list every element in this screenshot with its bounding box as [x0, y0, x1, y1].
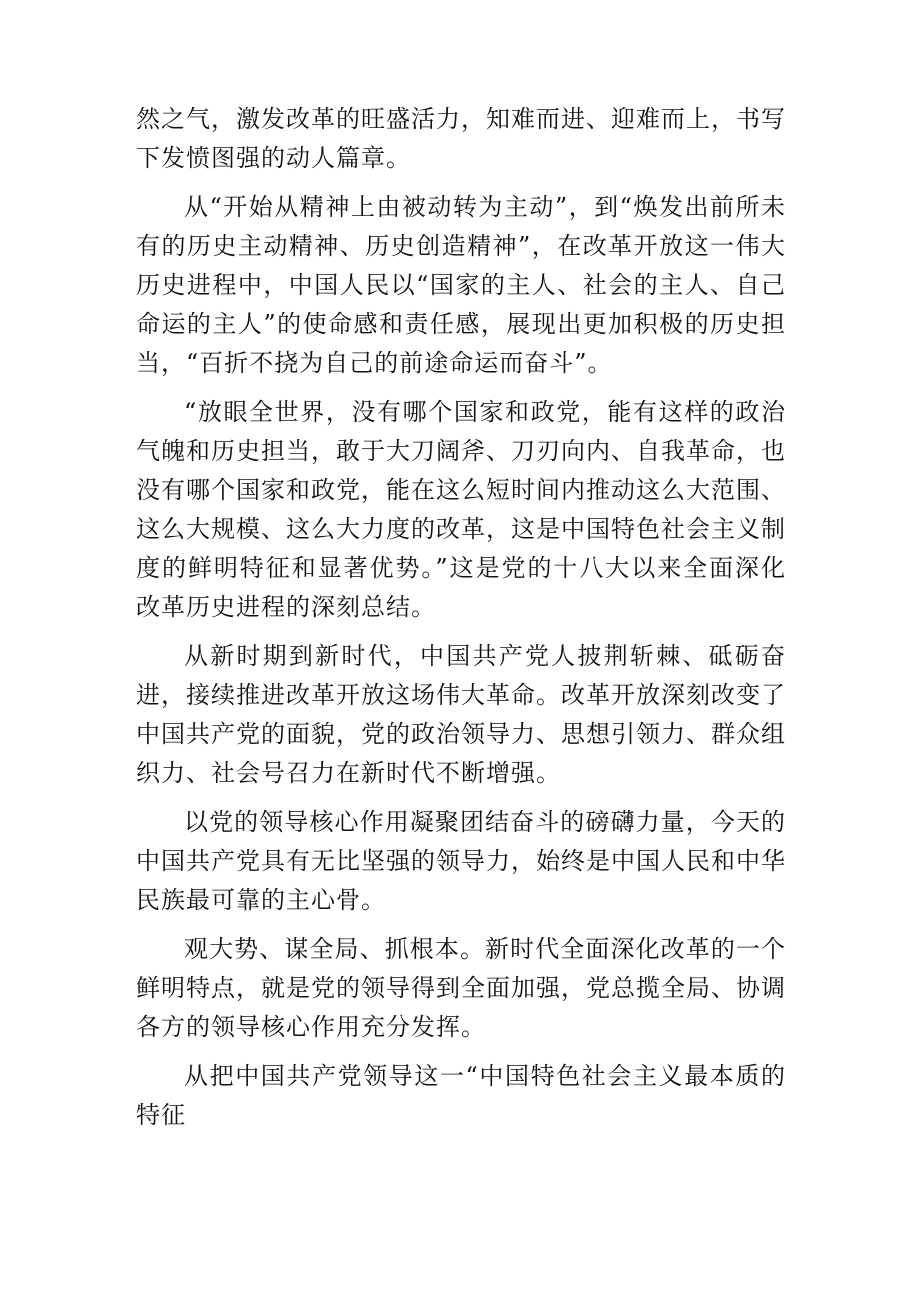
document-body: [136, 100, 786, 1145]
paragraph-4: 从新时期到新时代，中国共产党人披荆斩棘、砥砺奋进，接续推进改革开放这场伟大革命。改革开放深刻改变了中国共产党的面貌，党的政治领导力、思想引领力、群众组织力、社会号召力在新时代不断增强。: [136, 642, 786, 787]
paragraph-7: 从把中国共产党领导这一“中国特色社会主义最本质的特征: [136, 1062, 786, 1129]
paragraph-2: 从“开始从精神上由被动转为主动”，到“焕发出前所未有的历史主动精神、历史创造精神”，在改革开放这一伟大历史进程中，中国人民以“国家的主人、社会的主人、自己命运的主人”的使命感和责任感，展现出更加积极的历史担当，“百折不挠为自己的前途命运而奋斗”。: [136, 193, 786, 377]
paragraph-6: 观大势、谋全局、抓根本。新时代全面深化改革的一个鲜明特点，就是党的领导得到全面加强，党总揽全局、协调各方的领导核心作用充分发挥。: [136, 935, 786, 1041]
paragraph-1: 然之气，激发改革的旺盛活力，知难而进、迎难而上，书写下发愤图强的动人篇章。: [136, 105, 786, 172]
paragraph-5: 以党的领导核心作用凝聚团结奋斗的磅礴力量，今天的中国共产党具有无比坚强的领导力，始终是中国人民和中华民族最可靠的主心骨。: [136, 808, 786, 914]
paragraph-3: “放眼全世界，没有哪个国家和政党，能有这样的政治气魄和历史担当，敢于大刀阔斧、刀刃向内、自我革命，也没有哪个国家和政党，能在这么短时间内推动这么大范围、这么大规模、这么大力度的改革，这是中国特色社会主义制度的鲜明特征和显著优势。”这是党的十八大以来全面深化改革历史进程的深刻总结。: [136, 398, 786, 621]
